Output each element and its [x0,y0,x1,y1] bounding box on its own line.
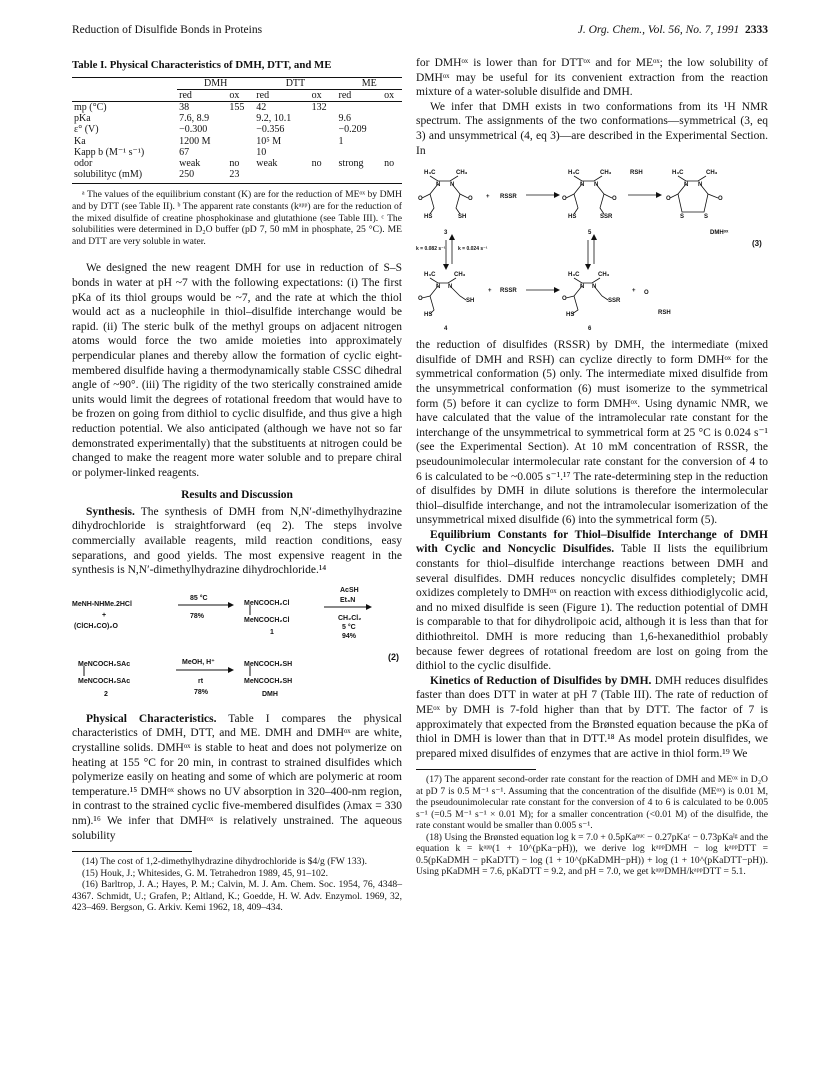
table1-row [72,169,402,184]
synthesis-paragraph [72,505,402,578]
table1-footnote: ᵃ The values of the equilibrium constant (K) are for the reduction of MEᵒˣ by DMH and by DTT (see Table II). ᵇ The apparent rate constants (kᵃᵖᵖ) are for the reduction of the mixed disulfide of creatine phosphokinase and glutathione (see Table III). ᶜ The solubilities were determined in D₂O buffer (pD 7, 50 mM in phosphate, 25 °C). ME and DTT are very soluble in water. [72,189,402,247]
table1-cell [382,124,402,135]
synthesis-heading: Synthesis. [86,505,135,518]
footnote-17: (17) The apparent second-order rate constant for the reaction of DMH and MEᵒˣ in D₂O at pD 7 is 0.5 M⁻¹ s⁻¹. Assuming that the concentration of the disulfide (MEᵒˣ) is 0.01 M, the pseudounimolecular rate constant for the conversion of 4 to 6 is calculated to be 0.005 s⁻¹ (=0.5 M⁻¹ s⁻¹ × 0.01 M); for a smaller concentration (<0.01 M) of the disulfide, the rate constant would be smaller than 0.005 s⁻¹. [416,774,768,832]
eq3-arrowhead [554,287,560,293]
eq2-condition: AcSH [340,586,359,594]
right-column [416,56,768,878]
table1-row-label: mp (°C) [74,102,107,113]
eq3-arrowhead [449,234,455,240]
equilibrium-paragraph [416,528,768,674]
eq3-number: (3) [752,239,762,249]
table1-cell [310,113,337,124]
eq2-product: MeNCOCH₂Cl [244,616,290,624]
eq3-label: HS [424,312,433,319]
table1-cell [337,102,383,114]
eq3-bond [430,194,434,214]
eq3-label: CH₃ [600,170,612,177]
eq2-number: (2) [388,651,399,662]
table1-cell [337,147,383,158]
table1-sub-row [72,89,402,101]
eq3-label: O [418,196,423,203]
header-title: Reduction of Disulfide Bonds in Proteins [72,24,263,36]
table1-cell: 42 [256,102,267,113]
table1-row [72,113,402,124]
physical-heading: Physical Characteristics. [86,712,217,725]
footnote-rule [72,851,192,852]
synthesis-text: The synthesis of DMH from N,N′-dimethylhydrazine dihydrochloride is straightforward (eq 2). The steps involve commercially available reagents, mild reaction conditions, easy separations, and good yields. The most expensive reagent in the synthesis is N,N′-dimethylhydrazine dihydrochloride.¹⁴ [72,505,402,577]
eq3-label: N [592,284,597,291]
table1-row-label: ε° (V) [74,124,99,136]
table1-cell: 67 [179,146,190,158]
eq3-label: S [680,214,685,221]
table1-sub: red [337,89,383,101]
eq2-condition: Et₃N [340,596,356,604]
table1-group: DMH [177,77,254,89]
left-column [72,56,402,914]
eq3-label: N [698,182,703,189]
eq3-label: N [594,182,599,189]
equation-3-scheme [416,164,768,334]
table1-cell: 132 [311,102,327,113]
eq3-label: O [666,196,671,203]
eq3-bond [600,194,604,214]
table1-row-label: Kapp b (M⁻¹ s⁻¹) [74,146,145,158]
eq2-yield: 94% [342,632,357,640]
table1-cell: 250 [177,169,227,184]
eq3-arrowhead [591,234,597,240]
eq3-label: SH [458,214,467,221]
kinetics-text: DMH reduces disulfides faster than does DTT in water at pH 7 (Table III). The rate of reduction of MEᵒˣ by DMH is 7-fold higher than that by DTT. The factor of 7 is approximately that expected from the Brønsted equation because the pKa of thiol in DMH is lower than that in DTT.¹⁸ As model protein disulfides, we prepared mixed disulfides of enzymes that are active in thiol form.¹⁹ We [416,674,768,760]
eq3-label: N [684,182,689,189]
table1-cell [227,136,254,147]
table1-cell [227,124,254,135]
eq3-label: N [580,284,585,291]
eq2-yield: 78% [190,612,205,620]
eq3-arrowhead [554,192,560,198]
table1-cell: −0.300 [179,124,208,136]
eq2-compound-number: 2 [104,690,108,698]
eq3-label: SH [466,298,475,305]
table1-cell: 38 [179,102,190,113]
eq3-bond [678,194,708,212]
eq3-label: O [644,290,649,297]
table1-cell: 7.6, 8.9 [179,113,210,125]
eq3-reagent: RSSR [500,288,517,295]
table1-group: ME [337,77,402,89]
eq2-product: MeNCOCH₂Cl [244,599,290,607]
eq3-label: N [450,182,455,189]
eq3-product-name: DMHᵒˣ [710,230,729,237]
eq2-reagent: (ClCH₂CO)₂O [74,622,118,630]
eq2-condition: rt [198,677,204,685]
eq2-arrow [176,666,234,674]
right-paragraph-0: for DMHᵒˣ is lower than for DTTᵒˣ and for MEᵒˣ; the low solubility of DMHᵒˣ may be useful for its convenient extraction from the reaction mixture of a water-soluble disulfide and DMH. [416,57,768,99]
table1-row-label: solubilityc (mM) [72,169,177,184]
table1-cell: 10 [256,146,267,158]
eq3-label: O [562,196,567,203]
eq3-arrowhead [585,264,591,270]
table1-cell [382,147,402,158]
kinetics-heading: Kinetics of Reduction of Disulfides by DMH. [430,674,652,687]
table1-cell: weak [256,158,278,170]
eq3-label: O [562,296,567,303]
eq2-plus: + [102,611,107,619]
equilibrium-heading: Equilibrium Constants for Thiol–Disulfide Interchange of DMH with Cyclic and Noncyclic Disulfides. [416,528,768,556]
eq3-label: N [448,284,453,291]
page-number: 2333 [745,24,768,36]
equation-2-scheme [72,584,402,706]
table1-cell: 1 [338,135,344,147]
table1-cell: 9.6 [338,113,352,125]
table1-cell [382,136,402,147]
table1-cell [337,169,383,184]
eq3-bond [700,184,718,198]
table1-row-label: pKa [74,113,91,125]
eq3-bond [430,176,458,181]
eq3-arrowhead [656,192,662,198]
eq3-label: H₃C [424,170,436,177]
eq2-reagent: MeNH-NHMe.2HCl [72,600,132,608]
eq3-label: H₃C [568,170,580,177]
table1-sub: ox [227,89,254,101]
eq3-label: H₃C [568,272,580,279]
eq2-yield: 78% [194,688,209,696]
eq3-plus: + [488,288,492,295]
table1-sub: ox [382,89,402,101]
eq3-label: CH₃ [706,170,718,177]
table1-cell [310,124,337,135]
table1-row [72,102,402,114]
eq2-product: MeNCOCH₂SH [244,677,293,685]
eq3-rate-constant: k = 0.024 s⁻¹ [458,246,488,253]
table1-sub: ox [310,89,337,101]
eq3-bond [450,286,466,300]
table1-cell: 9.2, 10.1 [256,113,292,125]
eq2-intermediate: MeNCOCH₂SAc [78,677,131,685]
table1-row [72,158,402,169]
eq3-compound-number: 5 [588,230,592,237]
eq3-label: CH₃ [598,272,610,279]
eq3-label: O [468,196,473,203]
eq2-compound-number: 1 [270,628,274,636]
eq3-plus: + [632,288,636,295]
table1-cell [227,113,254,124]
eq3-label: H₃C [424,272,436,279]
eq3-bond [574,278,600,283]
table1-cell: −0.356 [256,124,285,136]
table1-cell: 1200 M [179,135,211,147]
eq3-compound-number: 4 [444,326,448,333]
footnote-14: (14) The cost of 1,2-dimethylhydrazine dihydrochloride is $4/g (FW 133). [82,856,368,868]
table1-group-row [72,77,402,89]
eq3-bond [596,184,612,198]
eq3-compound-number: 3 [444,230,448,237]
table1-cell: no [311,158,322,170]
eq3-bond [452,184,468,198]
eq3-label: CH₃ [454,272,466,279]
table1-cell [382,169,402,184]
table1-cell [227,147,254,158]
section-title: Results and Discussion [181,489,293,502]
table1-cell [310,136,337,147]
eq3-bond [678,176,706,181]
eq3-label: SSR [600,214,613,221]
table1-row-label: Ka [74,135,86,147]
footnote-15: (15) Houk, J.; Whitesides, G. M. Tetrahedron 1989, 45, 91–102. [82,867,328,879]
eq2-condition: 85 °C [190,594,208,602]
right-paragraph-1: We infer that DMH exists in two conformations from its ¹H NMR spectrum. The assignments of the two conformations—symmetrical (3, eq 3) and unsymmetrical (4, eq 3)—are described in the Experimental Section. In [416,100,768,157]
footnote-16: (16) Barltrop, J. A.; Hayes, P. M.; Calvin, M. J. Am. Chem. Soc. 1954, 76, 4348–4367. Schmidt, U.; Grafen, P.; Altland, K.; Goedde, H. W. Adv. Enzymol. 1969, 32, 423–469. Bergson, G. Arkiv. Kemi 1962, 18, 409–434. [72,879,402,914]
eq3-arrowhead [443,264,449,270]
eq3-label: O [612,196,617,203]
eq2-intermediate: MeNCOCH₂SAc [78,660,131,668]
eq2-condition: MeOH, H⁺ [182,658,215,666]
table1 [72,77,402,185]
left-paragraph-1: We designed the new reagent DMH for use in reduction of S–S bonds in water at pH ~7 with the following expectations: (i) The first pKa of its thiol groups would be ~7, and the rate at which the thiol would act as a nucleophile in thiol–disulfide interchange would be rapid. (ii) The steric bulk of the methyl groups on adjacent nitrogen atoms would force the two amide moieties into approximately perpendicular planes and thereby allow the formation of cyclic eight-membered disulfide having a thermodynamically stable CSSC dihedral angle of ~90°. (iii) The rigidity of the two sterically constrained amide units would limit the degrees of rotational freedom that would have to be frozen on going from dithiol to cyclic disulfide, and thus give a high reduction potential. We also anticipated (although we have not so far demonstrated experimentally) that the substituents at nitrogen could be changed to make the reagent more water soluble and to prepare chiral or polymer-linked reagents. [72,262,402,479]
table1-cell [382,113,402,124]
table1-cell: 155 [229,102,245,113]
eq3-bond [574,194,578,214]
eq2-condition: 5 °C [342,623,356,631]
table1-cell [382,102,402,114]
eq3-label: N [436,284,441,291]
equilibrium-text: Table II lists the equilibrium constants for thiol–disulfide interchange reactions between DMH and several disulfides. DMH reduces noncyclic disulfides completely; DMH oxidizes completely to DMHᵒˣ on reaction with excess dithiodiglycolic acid, and no mixed disulfide is seen (Figure 1). The reduction potential of DMH is comparable to that for dihydrolipoic acid, although it is less than that for dithiothreitol. DMH is more reducing than 1,6-hexanedithiol probably because fewer degrees of rotational freedom are lost on going from the dithiol to the cyclic disulfide. [416,543,769,673]
eq3-label: SSR [608,298,621,305]
table1-sub: red [254,89,309,101]
eq3-label: CH₃ [456,170,468,177]
eq3-label: O [718,196,723,203]
eq3-reagent: RSSR [500,194,517,201]
eq2-product: MeNCOCH₂SH [244,660,293,668]
footnote-rule [416,769,536,770]
eq3-label: H₃C [672,170,684,177]
eq3-label: N [436,182,441,189]
table1-row [72,124,402,135]
table1-row [72,147,402,158]
table1-cell [310,169,337,184]
table1-cell [310,147,337,158]
physical-text: Table I compares the physical characteristics of DMH, DTT, and ME. DMH and DMHᵒˣ are white, crystalline solids. DMHᵒˣ is stable to heat and does not polymerize on heating at 155 °C for 20 min, in contrast to strained disulfides which polymerize easily on heating and some of which are polymeric at room temperature.¹⁵ DMHᵒˣ shows no UV absorption in 320–400-nm region, in contrast to the strained cyclic five-membered disulfides (λmax = 330 nm).¹⁶ We infer that DMHᵒˣ is relatively unstrained. The aqueous solubility [72,712,402,842]
eq2-condition: CH₂Cl₂ [338,614,362,622]
eq3-plus: + [486,194,490,201]
table1-cell: 23 [227,169,254,184]
eq3-rate-constant: k = 0.082 s⁻¹ [416,246,446,253]
table1-row-label: odor [74,158,93,170]
eq3-label: N [580,182,585,189]
eq3-reagent: RSH [630,170,643,177]
eq3-label: S [704,214,709,221]
eq3-byproduct: RSH [658,310,671,317]
eq3-bond [456,194,460,214]
eq3-label: HS [568,214,577,221]
table1-cell: weak [179,158,201,170]
running-header [72,24,768,40]
eq3-label: HS [424,214,433,221]
table1-row [72,136,402,147]
eq2-arrow [324,603,372,611]
eq3-label: HS [566,312,575,319]
table1-sub: red [177,89,227,101]
footnote-18: (18) Using the Brønsted equation log k = 7.0 + 0.5pKaⁿᵘᶜ − 0.27pKaᶜ − 0.73pKaˡᵍ and the equation k = kᵃᵖᵖ(1 + 10^(pKa−pH)), we derive log kᵃᵖᵖDMH − log kᵃᵖᵖDTT = 0.5(pKaDMH − pKaDTT) − log (1 + 10^(pKaDMH−pH)) + log (1 + 10^(pKaDTT−pH)). Using pKaDMH = 7.6, pKaDTT = 9.2, and pH = 7.0, we get kᵃᵖᵖDMH/kᵃᵖᵖDTT = 5.1. [416,831,769,878]
eq2-compound-name: DMH [262,690,278,698]
table1-group: DTT [254,77,336,89]
eq3-bond [430,278,456,283]
header-journal [578,24,768,36]
physical-paragraph [72,712,402,843]
table1-cell: strong [338,158,364,170]
eq3-compound-number: 6 [588,326,592,333]
eq3-label: O [418,296,423,303]
table1-cell: no [229,158,240,170]
kinetics-paragraph [416,674,768,762]
eq3-bond [574,176,602,181]
table1-cell [254,169,309,184]
table1-cell: 10⁵ M [256,135,282,147]
right-paragraph-2: the reduction of disulfides (RSSR) by DMH, the intermediate (mixed disulfide of DMH and RSH) can cyclize directly to form DMHᵒˣ for the symmetrical conformation (5) only. The intermediate mixed disulfide from the unsymmetrical conformation (6) must isomerize to the symmetrical form (5) before it can cyclize to form DMHᵒˣ. Using dynamic NMR, we have calculated that the value of the intramolecular rate constant for the interchange of the unsymmetrical to symmetrical form at 25 °C is 0.024 s⁻¹ (see the Experimental Section). At 10 mM concentration of RSSR, the pseudounimolecular intermolecular rate constant for the conversion of 4 to 6 is calculated to be ~0.005 s⁻¹.¹⁷ The rate-determining step in the reduction of disulfides by DMH in dilute solutions is therefore the intermolecular thiol–disulfide interchange, and not the intramolecular isomerization of the unsymmetrical mixed disulfide (6) into the symmetrical form (5). [416,339,768,527]
table1-cell: −0.209 [338,124,367,136]
table1-cell: no [384,158,395,170]
eq3-bond [594,286,608,300]
table1-title: Table I. Physical Characteristics of DMH, DTT, and ME [72,59,332,71]
journal-citation: J. Org. Chem., Vol. 56, No. 7, 1991 [577,24,740,36]
eq2-arrow [178,601,234,609]
